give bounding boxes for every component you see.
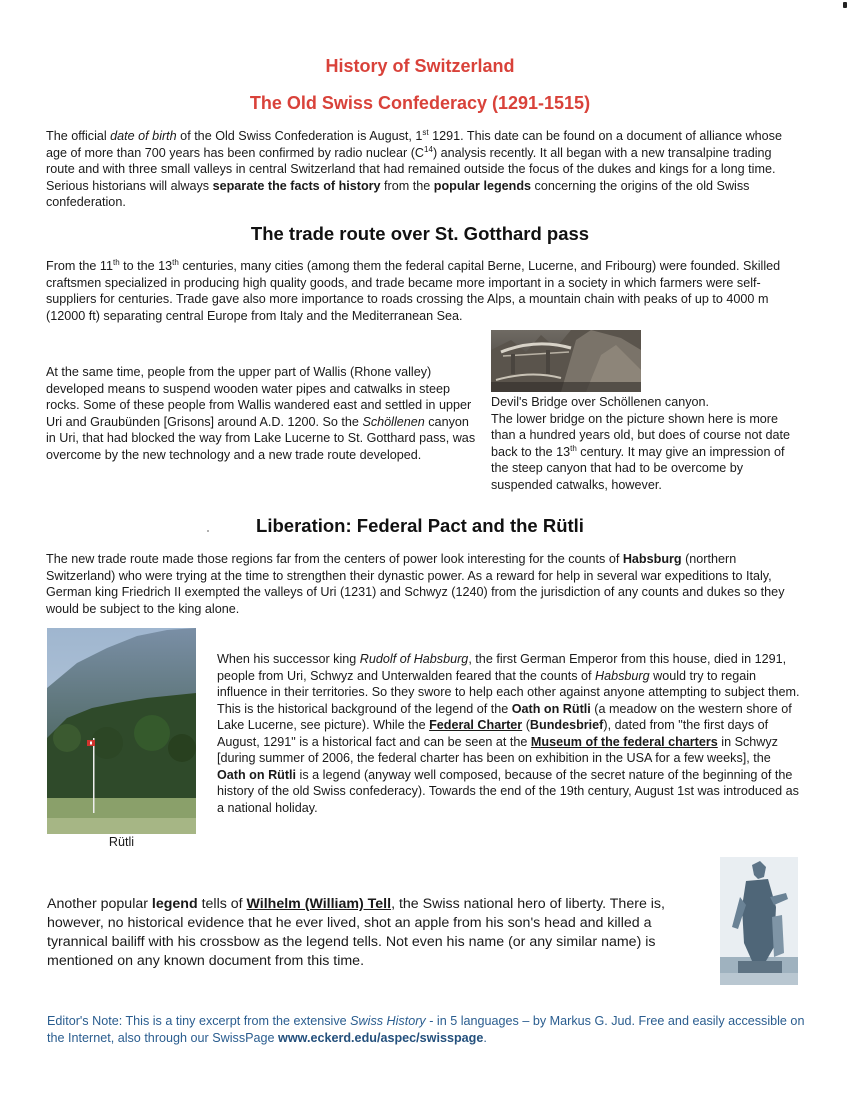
museum-link[interactable]: Museum of the federal charters xyxy=(530,734,718,749)
rutli-photo xyxy=(47,628,196,834)
text: At the same time, people from the upper part of Wallis (Rhone valley) developed means to suspend wooden water pipes and catwalks in steep rocks. Some of these people from Wallis wandered east and settled in upper Uri and Graubünden [Grisons] around A.D. 1200. So the xyxy=(46,365,472,429)
text: , the first German Emperor from this house, died in 1291, people from Uri, Schwyz and Unterwalden feared that the counts of xyxy=(217,652,787,683)
text-italic: Rudolf of Habsburg xyxy=(359,652,469,666)
devils-bridge-caption xyxy=(491,394,796,493)
tell-statue-photo xyxy=(720,857,798,985)
swisspage-link[interactable]: www.eckerd.edu/aspec/swisspage xyxy=(278,1031,484,1045)
text: Another popular xyxy=(47,896,152,912)
text: ), dated from "the first days of August, 1291" is a historical fact and can be seen at the xyxy=(217,718,769,749)
section-heading-liberation: Liberation: Federal Pact and the Rütli xyxy=(256,515,584,536)
text-italic: Schöllenen xyxy=(362,414,425,429)
text: ( xyxy=(522,718,530,732)
caption-title: Devil's Bridge over Schöllenen canyon. xyxy=(491,395,710,409)
superscript: th xyxy=(112,257,120,267)
editors-note xyxy=(47,1013,807,1047)
section-heading-trade-route: The trade route over St. Gotthard pass xyxy=(250,223,590,244)
text: The official xyxy=(46,129,111,143)
scan-mark xyxy=(843,2,847,8)
text-italic: date of birth xyxy=(110,129,177,143)
superscript: st xyxy=(422,127,429,137)
text: is a legend (anyway well composed, because of the secret nature of the beginning of the history of the old Swiss confederacy). Towards the end of the 19th century, August 1st was introduced as a national holiday. xyxy=(217,767,799,815)
federal-charter-link[interactable]: Federal Charter xyxy=(429,718,523,732)
page-title: History of Switzerland xyxy=(325,56,515,76)
text: centuries, many cities (among them the federal capital Berne, Lucerne, and Fribourg) were founded. Skilled craftsmen specialized in producing high quality goods, and trade became more important in a society in which farmers were self-suppliers for centuries. Trade gave also more importance to roads crossing the Alps, a mountain chain with peaks of up to 4000 m (12000 ft) separating central Europe from Italy and the Mediterranean Sea. xyxy=(46,259,781,323)
scan-speck xyxy=(207,530,209,532)
wallis-paragraph xyxy=(46,364,476,463)
trade-route-paragraph xyxy=(46,258,801,324)
text: (northern Switzerland) who were trying at the time to strengthen their dynastic power. As a reward for help in several war expeditions to Italy, German king Friedrich II exempted the valleys of Uri (1231) and Schwyz (1240) from the jurisdiction of any counts and dukes so they would be subject to the king alone. xyxy=(46,552,785,616)
text-bold: Bundesbrief xyxy=(529,718,604,732)
text: The lower bridge on the picture shown here is more than a hundred years old, but does of course not date back to the 13 xyxy=(491,411,790,459)
text: 1291. This date can be found on a document of alliance whose age of more than 700 years has been confirmed by radio nuclear (C xyxy=(46,129,782,160)
intro-paragraph xyxy=(46,128,801,211)
text-bold: Oath on Rütli xyxy=(217,767,297,782)
text: would try to regain influence in their territories. So they swore to help each other against anyone attempting to subject them. This is the historical background of the legend of the xyxy=(217,668,800,716)
caption-body xyxy=(491,411,796,494)
text-italic: Swiss History xyxy=(350,1014,426,1028)
text-italic: Habsburg xyxy=(595,668,650,683)
devils-bridge-photo xyxy=(491,330,641,392)
text: The new trade route made those regions far from the centers of power look interesting for the counts of xyxy=(46,552,623,566)
text: tells of xyxy=(197,896,247,912)
oath-paragraph xyxy=(217,651,802,816)
text: from the xyxy=(380,178,434,193)
rutli-image xyxy=(47,628,196,834)
text: Editor's Note: This is a tiny excerpt from the extensive xyxy=(47,1014,351,1028)
text: , the Swiss national hero of liberty. There is, however, no historical evidence that he ever lived, shot an apple from his son's head and killed a tyrannical bailiff with his crossbow as the legend tells. Not even his name (or any similar name) is mentioned on any known document from this time. xyxy=(47,896,665,969)
text: of the Old Swiss Confederation is August, 1 xyxy=(176,129,423,143)
text-bold: Oath on Rütli xyxy=(511,701,591,716)
text: From the 11 xyxy=(46,259,113,273)
text: to the 13 xyxy=(119,259,173,273)
text: - in 5 languages – by Markus G. Jud. Free and easily accessible on the Internet, also through our SwissPage xyxy=(47,1014,805,1045)
text: concerning the origins of the old Swiss confederation. xyxy=(46,178,750,209)
william-tell-link[interactable]: Wilhelm (William) Tell xyxy=(246,896,392,912)
text-bold: separate the facts of history xyxy=(212,178,381,193)
text: (a meadow on the western shore of Lake Lucerne, see picture). While the xyxy=(217,701,792,732)
superscript: th xyxy=(570,443,577,453)
text: . xyxy=(483,1031,487,1045)
text: canyon in Uri, that had blocked the way from Lake Lucerne to St. Gotthard pass, was overcome by the new technology and a new trade route developed. xyxy=(46,414,476,462)
tell-statue-image xyxy=(720,857,798,985)
superscript: th xyxy=(172,257,179,267)
devils-bridge-image xyxy=(491,330,641,392)
text: century. It may give an impression of the steep canyon that had to be overcome by suspended catwalks, however. xyxy=(491,444,785,492)
page-subtitle: The Old Swiss Confederacy (1291-1515) xyxy=(249,93,591,113)
text: in Schwyz [during summer of 2006, the federal charter has been on exhibition in the USA for a few weeks], the xyxy=(217,734,778,765)
text-bold: legend xyxy=(151,896,198,912)
text-bold: popular legends xyxy=(433,178,532,193)
tell-paragraph xyxy=(47,895,707,971)
habsburg-paragraph xyxy=(46,551,806,617)
text: ) analysis recently. It all began with a new transalpine trading route and with three small valleys in central Switzerland that had remained outside the focus of the dukes and kings for a long time. Serious historians will always xyxy=(46,145,776,193)
rutli-caption: Rütli xyxy=(108,835,135,849)
text-bold: Habsburg xyxy=(622,552,682,566)
superscript: 14 xyxy=(424,144,433,154)
text: When his successor king xyxy=(217,652,360,666)
